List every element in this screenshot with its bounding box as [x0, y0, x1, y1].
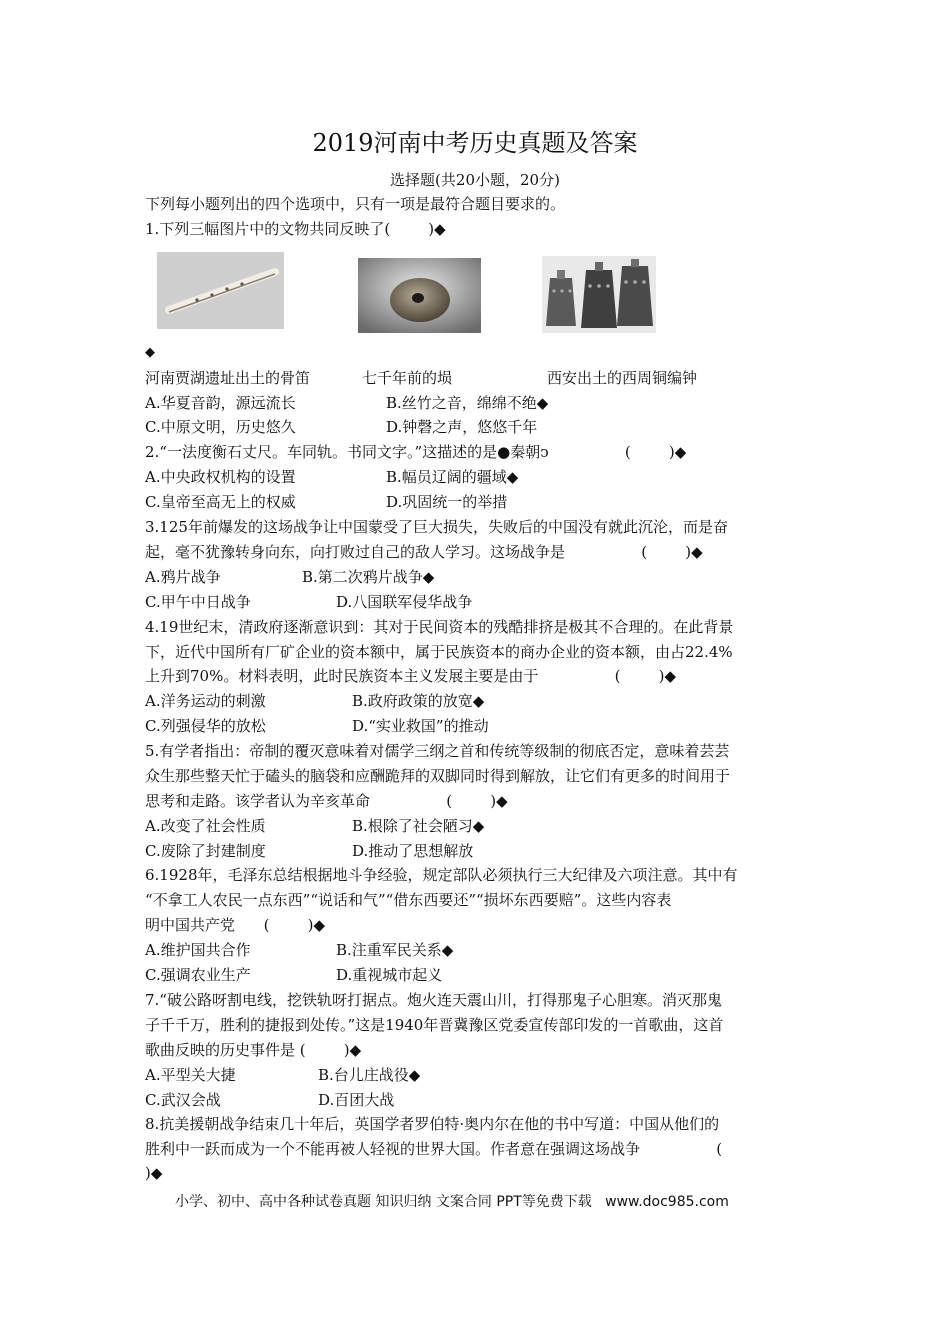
bronze-bells-image	[542, 256, 656, 333]
q1-marker: ◆	[145, 345, 155, 360]
q3-option-d: D.八国联军侵华战争	[336, 593, 473, 611]
page-footer: 小学、初中、高中各种试卷真题 知识归纳 文案合同 PPT等免费下载 www.doc985.com	[175, 1194, 729, 1210]
q8-stem-line-2: 胜利中一跃而成为一个不能再被人轻视的世界大国。作者意在强调这场战争 (	[145, 1140, 723, 1158]
q2-option-b: B.幅员辽阔的疆域◆	[386, 468, 519, 486]
q4-stem-line-3: 上升到70%。材料表明，此时民族资本主义发展主要是由于 ( )◆	[145, 667, 677, 685]
q4-stem-line-2: 下，近代中国所有厂矿企业的资本额中，属于民族资本的商办企业的资本额，由占22.4%	[145, 643, 733, 661]
q1-caption-3: 西安出土的西周铜编钟	[547, 369, 698, 387]
q1-stem: 1.下列三幅图片中的文物共同反映了( )◆	[145, 220, 446, 238]
q5-stem-line-3: 思考和走路。该学者认为辛亥革命 ( )◆	[145, 792, 508, 810]
q6-stem-line-2: “不拿工人农民一点东西”“说话和气”“借东西要还”“损坏东西要赔”。这些内容表	[145, 891, 672, 909]
q6-option-d: D.重视城市起义	[336, 966, 443, 984]
q5-stem-line-1: 5.有学者指出：帝制的覆灭意味着对儒学三纲之首和传统等级制的彻底否定，意味着芸芸	[145, 742, 730, 760]
q5-option-c: C.废除了封建制度	[145, 842, 266, 860]
q5-option-a: A.改变了社会性质	[145, 817, 266, 835]
q8-stem-line-3: )◆	[145, 1164, 163, 1182]
q6-option-c: C.强调农业生产	[145, 966, 251, 984]
q4-option-a: A.洋务运动的刺激	[145, 692, 266, 710]
q4-option-d: D.“实业救国”的推动	[352, 717, 489, 735]
q3-option-c: C.甲午中日战争	[145, 593, 251, 611]
q6-stem-line-3: 明中国共产党 ( )◆	[145, 916, 325, 934]
instruction: 下列每小题列出的四个选项中，只有一项是最符合题目要求的。	[145, 195, 566, 213]
q1-option-a: A.华夏音韵，源远流长	[145, 394, 296, 412]
section-subtitle: 选择题(共20小题，20分)	[390, 171, 560, 189]
q8-stem-line-1: 8.抗美援朝战争结束几十年后，英国学者罗伯特·奥内尔在他的书中写道：中国从他们的	[145, 1115, 720, 1133]
q7-option-b: B.台儿庄战役◆	[318, 1066, 421, 1084]
q7-stem-line-2: 子千千万，胜利的捷报到处传。”这是1940年晋冀豫区党委宣传部印发的一首歌曲，这首	[145, 1016, 724, 1034]
q4-stem-line-1: 4.19世纪末，清政府逐渐意识到：其对于民间资本的残酷排挤是极其不合理的。在此背景	[145, 618, 734, 636]
q7-option-c: C.武汉会战	[145, 1091, 221, 1109]
q3-option-a: A.鸦片战争	[145, 568, 221, 586]
q4-option-b: B.政府政策的放宽◆	[352, 692, 485, 710]
q2-option-d: D.巩固统一的举措	[386, 493, 508, 511]
q1-option-d: D.钟磬之声，悠悠千年	[386, 418, 538, 436]
q5-option-b: B.根除了社会陋习◆	[352, 817, 485, 835]
q2-stem: 2.“一法度衡石丈尺。车同轨。书同文字。”这描述的是●秦朝ↄ ( )◆	[145, 443, 687, 461]
q6-option-b: B.注重军民关系◆	[336, 941, 454, 959]
q7-stem-line-3: 歌曲反映的历史事件是 ( )◆	[145, 1041, 362, 1059]
q7-stem-line-1: 7.“破公路呀割电线，挖铁轨呀打据点。炮火连天震山川，打得那鬼子心胆寒。消灭那鬼	[145, 991, 722, 1009]
q3-stem-line-1: 3.125年前爆发的这场战争让中国蒙受了巨大损失，失败后的中国没有就此沉沦，而是奋	[145, 518, 728, 536]
q6-stem-line-1: 6.1928年，毛泽东总结根据地斗争经验，规定部队必须执行三大纪律及六项注意。其中有	[145, 866, 738, 884]
q6-option-a: A.维护国共合作	[145, 941, 251, 959]
bone-flute-image	[157, 252, 284, 329]
q3-stem-line-2: 起，毫不犹豫转身向东，向打败过自己的敌人学习。这场战争是 ( )◆	[145, 543, 703, 561]
q7-option-a: A.平型关大捷	[145, 1066, 236, 1084]
q1-caption-2: 七千年前的埙	[362, 369, 453, 387]
q4-option-c: C.列强侵华的放松	[145, 717, 266, 735]
q7-option-d: D.百团大战	[318, 1091, 395, 1109]
q1-caption-1: 河南贾湖遗址出土的骨笛	[145, 369, 311, 387]
q1-option-b: B.丝竹之音，绵绵不绝◆	[386, 394, 549, 412]
q2-option-c: C.皇帝至高无上的权威	[145, 493, 296, 511]
q1-option-c: C.中原文明，历史悠久	[145, 418, 296, 436]
q5-stem-line-2: 众生那些整天忙于磕头的脑袋和应酬跪拜的双脚同时得到解放，让它们有更多的时间用于	[145, 767, 731, 785]
xun-vessel-image	[358, 258, 481, 333]
page-title: 2019河南中考历史真题及答案	[312, 129, 638, 157]
q3-option-b: B.第二次鸦片战争◆	[302, 568, 435, 586]
q2-option-a: A.中央政权机构的设置	[145, 468, 296, 486]
q5-option-d: D.推动了思想解放	[352, 842, 474, 860]
